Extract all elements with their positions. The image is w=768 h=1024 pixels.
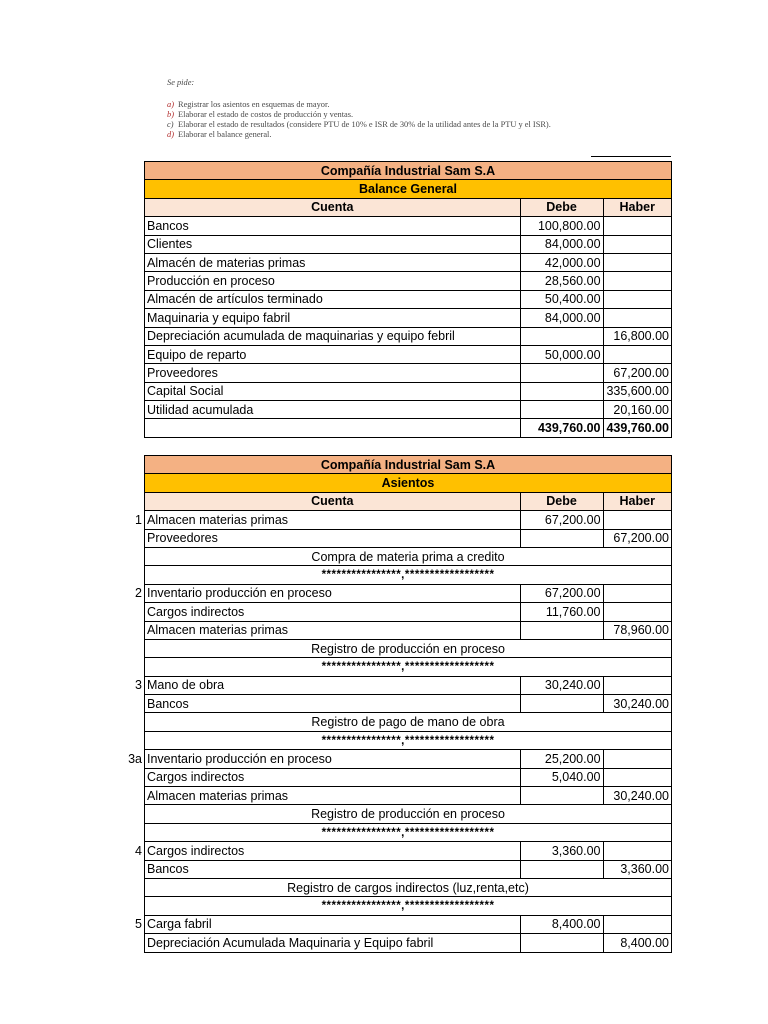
instruction-letter: b) xyxy=(167,110,174,119)
table-row xyxy=(145,327,672,345)
instruction-text: Elaborar el estado de costos de producción y ventas. xyxy=(178,110,354,119)
debe-cell: 84,000.00 xyxy=(520,309,603,327)
debe-cell: 100,800.00 xyxy=(520,217,603,235)
table-title: Asientos xyxy=(145,474,672,492)
cuenta-cell: Almacen materias primas xyxy=(145,787,521,805)
separator-stars: ****************,****************** xyxy=(145,566,672,584)
debe-cell xyxy=(520,401,603,419)
title-row xyxy=(145,180,672,198)
separator-row xyxy=(145,566,672,584)
table-row xyxy=(145,842,672,860)
cuenta-cell: Producción en proceso xyxy=(145,272,521,290)
divider xyxy=(591,156,671,157)
haber-cell: 67,200.00 xyxy=(603,529,671,547)
separator-row xyxy=(145,897,672,915)
total-haber: 439,760.00 xyxy=(603,419,671,437)
debe-cell xyxy=(520,934,603,952)
entry-number: 3a xyxy=(128,751,142,766)
header-haber: Haber xyxy=(603,492,671,510)
table-row xyxy=(145,934,672,952)
haber-cell: 30,240.00 xyxy=(603,695,671,713)
debe-cell: 3,360.00 xyxy=(520,842,603,860)
entry-description-row xyxy=(145,878,672,896)
cuenta-cell: Depreciación acumulada de maquinarias y equipo febril xyxy=(145,327,521,345)
debe-cell: 67,200.00 xyxy=(520,584,603,602)
cuenta-cell: Cargos indirectos xyxy=(145,768,521,786)
totals-label-cell xyxy=(145,419,521,437)
table-row xyxy=(145,345,672,363)
table-row xyxy=(145,695,672,713)
header-haber: Haber xyxy=(603,198,671,216)
entry-description-row xyxy=(145,639,672,657)
haber-cell: 67,200.00 xyxy=(603,364,671,382)
debe-cell xyxy=(520,382,603,400)
debe-cell xyxy=(520,364,603,382)
cuenta-cell: Utilidad acumulada xyxy=(145,401,521,419)
table-row xyxy=(145,621,672,639)
haber-cell xyxy=(603,309,671,327)
entry-description: Registro de pago de mano de obra xyxy=(145,713,672,731)
table-row xyxy=(145,253,672,271)
cuenta-cell: Clientes xyxy=(145,235,521,253)
separator-row xyxy=(145,823,672,841)
entry-description: Registro de producción en proceso xyxy=(145,639,672,657)
instruction-item xyxy=(167,100,587,110)
haber-cell xyxy=(603,750,671,768)
cuenta-cell: Inventario producción en proceso xyxy=(145,584,521,602)
haber-cell xyxy=(603,345,671,363)
haber-cell: 30,240.00 xyxy=(603,787,671,805)
cuenta-cell: Equipo de reparto xyxy=(145,345,521,363)
debe-cell xyxy=(520,787,603,805)
separator-stars: ****************,****************** xyxy=(145,823,672,841)
haber-cell: 8,400.00 xyxy=(603,934,671,952)
debe-cell: 25,200.00 xyxy=(520,750,603,768)
cuenta-cell: Almacén de materias primas xyxy=(145,253,521,271)
header-cuenta: Cuenta xyxy=(145,198,521,216)
haber-cell xyxy=(603,676,671,694)
entry-description: Registro de producción en proceso xyxy=(145,805,672,823)
instruction-item xyxy=(167,120,587,130)
cuenta-cell: Cargos indirectos xyxy=(145,603,521,621)
table-row xyxy=(145,750,672,768)
debe-cell xyxy=(520,695,603,713)
instruction-text: Registrar los asientos en esquemas de mayor. xyxy=(178,100,330,109)
debe-cell: 5,040.00 xyxy=(520,768,603,786)
entry-description: Compra de materia prima a credito xyxy=(145,547,672,565)
instruction-item xyxy=(167,130,587,140)
debe-cell: 28,560.00 xyxy=(520,272,603,290)
cuenta-cell: Proveedores xyxy=(145,529,521,547)
cuenta-cell: Carga fabril xyxy=(145,915,521,933)
cuenta-cell: Bancos xyxy=(145,695,521,713)
table-row xyxy=(145,529,672,547)
separator-stars: ****************,****************** xyxy=(145,731,672,749)
cuenta-cell: Cargos indirectos xyxy=(145,842,521,860)
table-row xyxy=(145,217,672,235)
entry-description-row xyxy=(145,713,672,731)
entry-number: 2 xyxy=(135,586,142,601)
cuenta-cell: Inventario producción en proceso xyxy=(145,750,521,768)
debe-cell: 67,200.00 xyxy=(520,511,603,529)
header-cuenta: Cuenta xyxy=(145,492,521,510)
cuenta-cell: Bancos xyxy=(145,217,521,235)
instruction-letter: d) xyxy=(167,130,174,139)
company-row xyxy=(145,456,672,474)
cuenta-cell: Mano de obra xyxy=(145,676,521,694)
table-row xyxy=(145,401,672,419)
table-row xyxy=(145,860,672,878)
instruction-letter: a) xyxy=(167,100,174,109)
company-row xyxy=(145,162,672,180)
table-row xyxy=(145,676,672,694)
debe-cell: 30,240.00 xyxy=(520,676,603,694)
table-row xyxy=(145,584,672,602)
haber-cell: 20,160.00 xyxy=(603,401,671,419)
table-row xyxy=(145,511,672,529)
instruction-text: Elaborar el balance general. xyxy=(178,130,272,139)
asientos-table xyxy=(144,455,672,953)
cuenta-cell: Almacen materias primas xyxy=(145,621,521,639)
haber-cell xyxy=(603,511,671,529)
entry-number: 4 xyxy=(135,843,142,858)
table-row xyxy=(145,382,672,400)
haber-cell xyxy=(603,290,671,308)
cuenta-cell: Depreciación Acumulada Maquinaria y Equipo fabril xyxy=(145,934,521,952)
instruction-letter: c) xyxy=(167,120,174,129)
balance-general-table xyxy=(144,161,672,438)
debe-cell: 50,000.00 xyxy=(520,345,603,363)
total-debe: 439,760.00 xyxy=(520,419,603,437)
header-debe: Debe xyxy=(520,198,603,216)
header-debe: Debe xyxy=(520,492,603,510)
haber-cell xyxy=(603,584,671,602)
separator-row xyxy=(145,731,672,749)
haber-cell: 3,360.00 xyxy=(603,860,671,878)
totals-row xyxy=(145,419,672,437)
table-row xyxy=(145,309,672,327)
entry-number: 5 xyxy=(135,917,142,932)
table-row xyxy=(145,272,672,290)
haber-cell: 16,800.00 xyxy=(603,327,671,345)
cuenta-cell: Bancos xyxy=(145,860,521,878)
cuenta-cell: Almacén de artículos terminado xyxy=(145,290,521,308)
debe-cell: 11,760.00 xyxy=(520,603,603,621)
table-row xyxy=(145,787,672,805)
cuenta-cell: Capital Social xyxy=(145,382,521,400)
instruction-text: Elaborar el estado de resultados (considere PTU de 10% e ISR de 30% de la utilidad antes de la PTU y el ISR). xyxy=(178,120,551,129)
table-title: Balance General xyxy=(145,180,672,198)
debe-cell xyxy=(520,327,603,345)
table-row xyxy=(145,235,672,253)
cuenta-cell: Almacen materias primas xyxy=(145,511,521,529)
instruction-item xyxy=(167,110,587,120)
cuenta-cell: Maquinaria y equipo fabril xyxy=(145,309,521,327)
haber-cell xyxy=(603,272,671,290)
haber-cell xyxy=(603,915,671,933)
cuenta-cell: Proveedores xyxy=(145,364,521,382)
haber-cell: 78,960.00 xyxy=(603,621,671,639)
debe-cell: 42,000.00 xyxy=(520,253,603,271)
instructions-block xyxy=(167,78,587,140)
debe-cell xyxy=(520,860,603,878)
table-row xyxy=(145,364,672,382)
table-row xyxy=(145,915,672,933)
entry-number: 3 xyxy=(135,678,142,693)
haber-cell: 335,600.00 xyxy=(603,382,671,400)
haber-cell xyxy=(603,768,671,786)
debe-cell: 8,400.00 xyxy=(520,915,603,933)
header-row xyxy=(145,492,672,510)
table-row xyxy=(145,290,672,308)
debe-cell xyxy=(520,621,603,639)
entry-description-row xyxy=(145,547,672,565)
haber-cell xyxy=(603,603,671,621)
debe-cell xyxy=(520,529,603,547)
table-row xyxy=(145,768,672,786)
instructions-intro: Se pide: xyxy=(167,78,195,87)
debe-cell: 84,000.00 xyxy=(520,235,603,253)
haber-cell xyxy=(603,235,671,253)
company-name: Compañía Industrial Sam S.A xyxy=(145,456,672,474)
haber-cell xyxy=(603,253,671,271)
entry-number: 1 xyxy=(135,512,142,527)
header-row xyxy=(145,198,672,216)
separator-stars: ****************,****************** xyxy=(145,897,672,915)
haber-cell xyxy=(603,842,671,860)
title-row xyxy=(145,474,672,492)
debe-cell: 50,400.00 xyxy=(520,290,603,308)
entry-description-row xyxy=(145,805,672,823)
entry-description: Registro de cargos indirectos (luz,renta,etc) xyxy=(145,878,672,896)
haber-cell xyxy=(603,217,671,235)
table-row xyxy=(145,603,672,621)
separator-stars: ****************,****************** xyxy=(145,658,672,676)
separator-row xyxy=(145,658,672,676)
company-name: Compañía Industrial Sam S.A xyxy=(145,162,672,180)
